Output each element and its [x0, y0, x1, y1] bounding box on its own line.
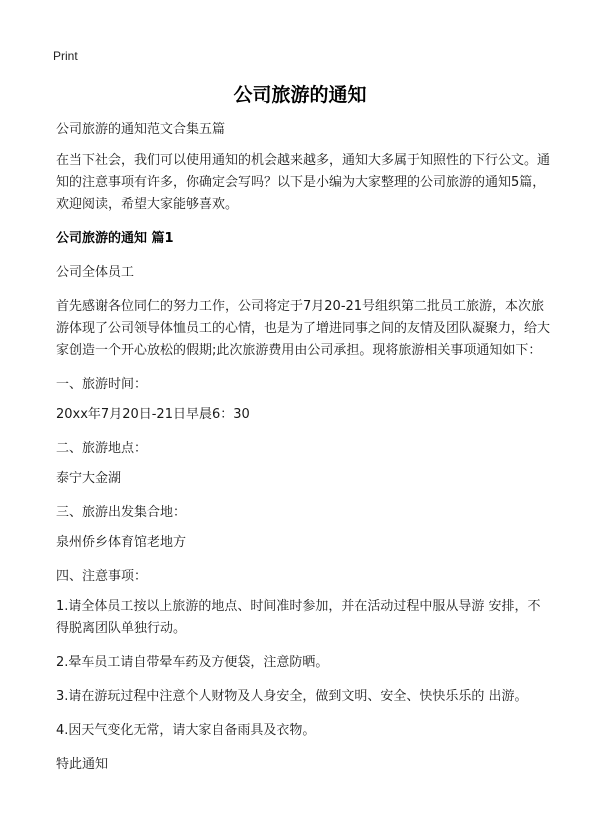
section-heading: 公司旅游的通知 篇1 — [56, 231, 174, 246]
place-value: 泰宁大金湖 — [56, 471, 122, 486]
document-title: 公司旅游的通知 — [233, 84, 367, 106]
note-item: 4.因天气变化无常，请大家自备雨具及衣物。 — [56, 723, 316, 738]
note-item: 1.请全体员工按以上旅游的地点、时间准时参加，并在活动过程中服从导游 安排，不得脱离团队单独行动。 — [56, 599, 541, 636]
time-value: 20xx年7月20日-21日早晨6：30 — [56, 407, 250, 422]
place-label: 二、旅游地点： — [56, 441, 148, 456]
time-label: 一、旅游时间： — [56, 377, 148, 392]
body-paragraph: 首先感谢各位同仁的努力工作，公司将定于7月20-21号组织第二批员工旅游，本次旅游体现了公司领导体恤员工的心情，也是为了增进同事之间的友情及团队凝聚力，给大家创造一个开心放松的假期;此次旅游费用由公司承担。现将旅游相关事项通知如下： — [56, 299, 551, 358]
gather-label: 三、旅游出发集合地： — [56, 505, 187, 520]
addressee: 公司全体员工 — [56, 265, 135, 280]
document-body — [56, 119, 552, 788]
notes-label: 四、注意事项： — [56, 569, 148, 584]
intro-paragraph: 在当下社会，我们可以使用通知的机会越来越多，通知大多属于知照性的下行公文。通知的注意事项有许多，你确定会写吗？以下是小编为大家整理的公司旅游的通知5篇，欢迎阅读，希望大家能够喜欢。 — [56, 153, 551, 212]
note-item: 2.晕车员工请自带晕车药及方便袋，注意防晒。 — [56, 655, 329, 670]
document-subtitle: 公司旅游的通知范文合集五篇 — [56, 122, 226, 137]
closing-text: 特此通知 — [56, 757, 109, 772]
print-link[interactable]: Print — [53, 49, 78, 63]
gather-value: 泉州侨乡体育馆老地方 — [56, 535, 187, 550]
note-item: 3.请在游玩过程中注意个人财物及人身安全，做到文明、安全、快快乐乐的 出游。 — [56, 689, 528, 704]
